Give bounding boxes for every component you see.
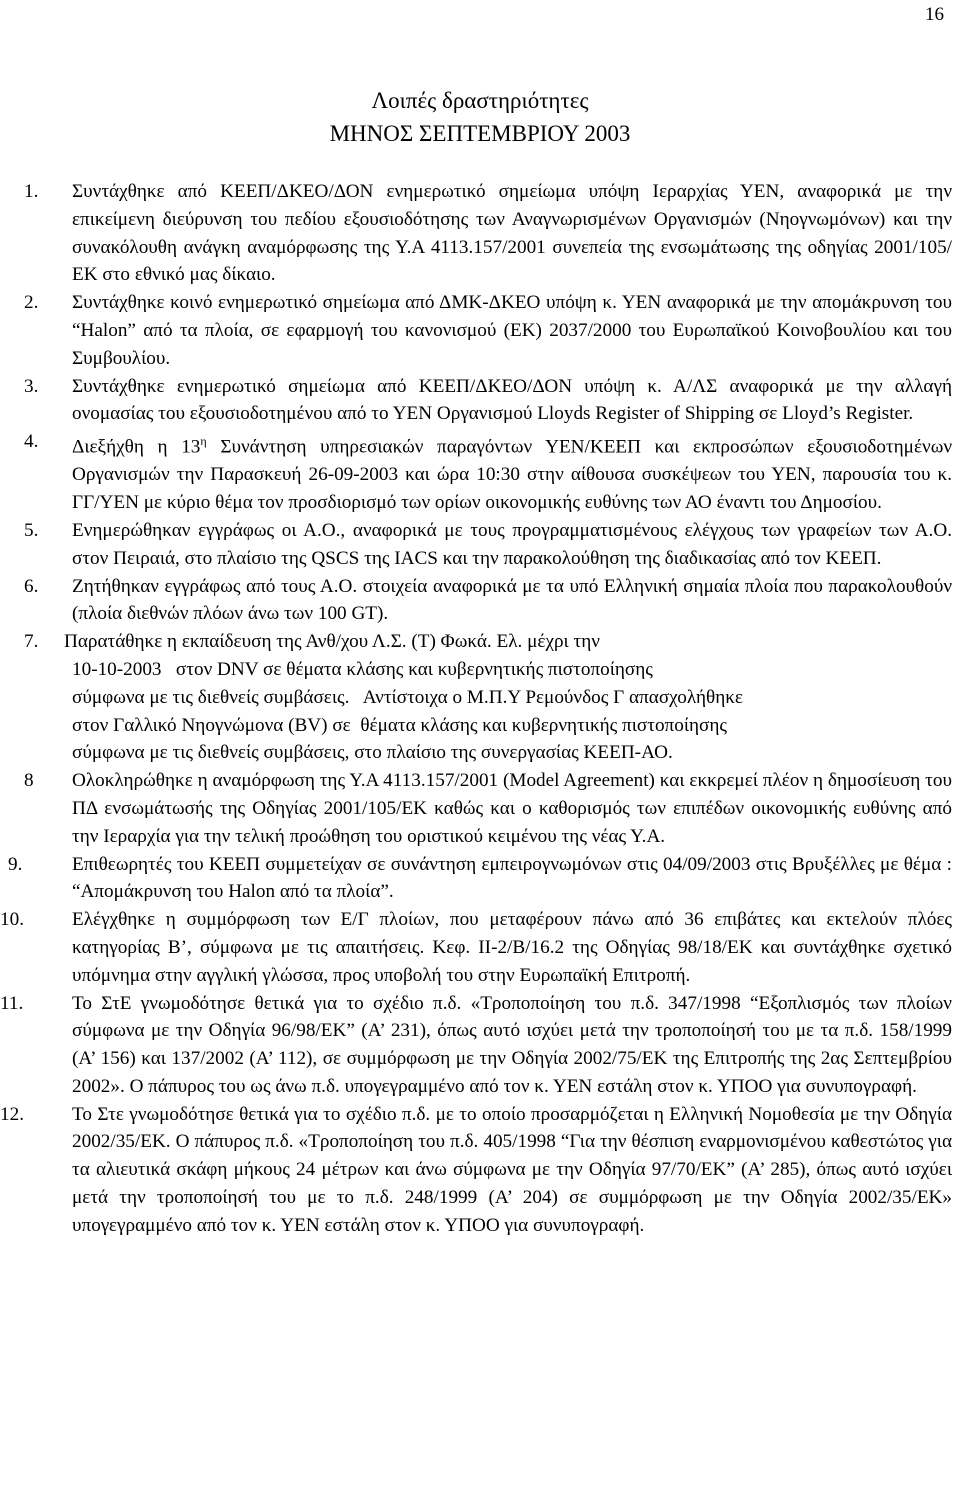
item-line: 10-10-2003 στον DNV σε θέματα κλάσης και κυβερνητικής πιστοποίησης bbox=[72, 658, 653, 680]
list-item bbox=[0, 906, 960, 989]
item-line: σύμφωνα με τις διεθνείς συμβάσεις. Αντίστοιχα ο Μ.Π.Υ Ρεμούνδος Γ απασχολήθηκε bbox=[72, 686, 743, 708]
item-text: Ζητήθηκαν εγγράφως από τους Α.Ο. στοιχεία αναφορικά με τα υπό Ελληνική σημαία πλοία που παρακολουθούν (πλοία διεθνών πλόων άνω των 100 GT). bbox=[72, 575, 952, 625]
item-number: 8 bbox=[24, 770, 34, 792]
list-item bbox=[0, 628, 960, 767]
item-line: σύμφωνα με τις διεθνείς συμβάσεις, στο πλαίσιο της συνεργασίας ΚΕΕΠ-ΑΟ. bbox=[72, 742, 673, 764]
item-number: 2. bbox=[24, 292, 39, 314]
item-text: Συντάχθηκε από ΚΕΕΠ/ΔΚΕΟ/ΔΟΝ ενημερωτικό σημείωμα υπόψη Ιεραρχίας ΥΕΝ, αναφορικά με την επικείμενη διεύρυνση του πεδίου εξουσιοδότησης των Αναγνωρισμένων Οργανισμών (Νηογνωμόνων) και την συνακόλουθη ανάγκη αναμόρφωσης της Υ.Α 4113.157/2001 συνεπεία της ενσωμάτωσης της οδηγίας 2001/105/ΕΚ στο εθνικό μας δίκαιο. bbox=[72, 181, 952, 286]
item-number: 7. bbox=[24, 631, 39, 653]
list-item bbox=[0, 517, 960, 573]
document-heading bbox=[0, 84, 960, 150]
list-item bbox=[0, 851, 960, 907]
item-text bbox=[64, 628, 952, 767]
item-text: Ελέγχθηκε η συμμόρφωση των Ε/Γ πλοίων, που μεταφέρουν πάνω από 36 επιβάτες και εκτελούν πλόες κατηγορίας Β’, σύμφωνα με τις απαιτήσεις. Κεφ. ΙΙ-2/Β/16.2 της Οδηγίας 98/18/ΕΚ και συντάχθηκε σχετικό υπόμνημα στην αγγλική γλώσσα, προς υποβολή του στην Ευρωπαϊκή Επιτροπή. bbox=[72, 909, 952, 986]
item-text: Συντάχθηκε κοινό ενημερωτικό σημείωμα από ΔΜΚ-ΔΚΕΟ υπόψη κ. ΥΕΝ αναφορικά με την απομάκρυνση του “Halon” από τα πλοία, σε εφαρμογή του κανονισμού (ΕΚ) 2037/2000 του Ευρωπαϊκού Κοινοβουλίου και του Συμβουλίου. bbox=[72, 292, 952, 369]
list-item bbox=[0, 990, 960, 1101]
item-line: Παρατάθηκε η εκπαίδευση της Ανθ/χου Λ.Σ. (Τ) Φωκά. Ελ. μέχρι την bbox=[64, 631, 600, 653]
item-number: 12. bbox=[0, 1103, 24, 1125]
list-item bbox=[0, 573, 960, 629]
item-number: 10. bbox=[0, 909, 24, 931]
item-text: Επιθεωρητές του ΚΕΕΠ συμμετείχαν σε συνάντηση εμπειρογνωμόνων στις 04/09/2003 στις Βρυξέλλες με θέμα : “Απομάκρυνση του Halon από τα πλοία”. bbox=[72, 853, 952, 903]
item-line: στον Γαλλικό Νηογνώμονα (BV) σε θέματα κλάσης και κυβερνητικής πιστοποίησης bbox=[72, 714, 727, 736]
list-item bbox=[0, 767, 960, 850]
item-text: Το ΣτΕ γνωμοδότησε θετικά για το σχέδιο π.δ. «Τροποποίηση του π.δ. 347/1998 “Εξοπλισμός των πλοίων σύμφωνα με την Οδηγία 96/98/ΕΚ” (Α’ 231), όπως αυτό ισχύει μετά την τροποποίησή του με τα π.δ. 158/1999 (Α’ 156) και 137/2002 (Α’ 112), σε συμμόρφωση με την Οδηγία 2002/75/ΕΚ της Επιτροπής της 2ας Σεπτεμβρίου 2002». Ο πάπυρος του ως άνω π.δ. υπογεγραμμένο από τον κ. ΥΕΝ εστάλη στον κ. ΥΠΟΟ για συνυπογραφή. bbox=[72, 992, 952, 1097]
item-number: 6. bbox=[24, 575, 39, 597]
page-number: 16 bbox=[925, 4, 944, 25]
list-item bbox=[0, 1101, 960, 1240]
item-text: Ολοκληρώθηκε η αναμόρφωση της Υ.Α 4113.157/2001 (Model Agreement) και εκκρεμεί πλέον η δημοσίευση του ΠΔ ενσωμάτωσής της Οδηγίας 2001/105/ΕΚ καθώς και ο καθορισμός των επιπέδων οικονομικής ευθύνης από την Ιεραρχία για την τελική προώθηση του οριστικού κειμένου της νέας Υ.Α. bbox=[72, 770, 952, 847]
item-text-part: Συνάντηση υπηρεσιακών παραγόντων ΥΕΝ/ΚΕΕΠ και εκπροσώπων εξουσιοδοτημένων Οργανισμών την Παρασκευή 26-09-2003 και ώρα 10:30 στην αίθουσα συσκέψεων του ΥΕΝ, παρουσία του κ. ΓΓ/ΥΕΝ με κύριο θέμα τον προσδιορισμό των ορίων οικονομικής ευθύνης των ΑΟ έναντι του Δημοσίου. bbox=[72, 436, 953, 514]
item-text: Ενημερώθηκαν εγγράφως οι Α.Ο., αναφορικά με τους προγραμματισμένους ελέγχους των γραφείων των Α.Ο. στον Πειραιά, στο πλαίσιο της QSCS της IACS και την παρακολούθηση της διαδικασίας από τον ΚΕΕΠ. bbox=[72, 519, 952, 569]
list-item bbox=[0, 178, 960, 289]
item-text bbox=[72, 428, 952, 517]
item-number: 1. bbox=[24, 181, 39, 202]
item-number: 11. bbox=[0, 992, 24, 1014]
item-text: Συντάχθηκε ενημερωτικό σημείωμα από ΚΕΕΠ/ΔΚΕΟ/ΔΟΝ υπόψη κ. Α/ΛΣ αναφορικά με την αλλαγή ονομασίας του εξουσιοδοτημένου από το ΥΕΝ Οργανισμού Lloyds Register of Shipping σε Lloyd’s Register. bbox=[72, 375, 952, 425]
item-number: 4. bbox=[24, 431, 39, 453]
item-number: 3. bbox=[24, 375, 39, 397]
ordinal-superscript: η bbox=[200, 434, 207, 449]
heading-title: Λοιπές δραστηριότητες bbox=[371, 88, 589, 113]
list-item bbox=[0, 373, 960, 429]
heading-month: ΜΗΝΟΣ ΣΕΠΤΕΜΒΡΙΟΥ 2003 bbox=[329, 121, 631, 146]
activity-list bbox=[0, 178, 960, 1240]
list-item bbox=[0, 289, 960, 372]
list-item bbox=[0, 428, 960, 517]
item-text: Το Στε γνωμοδότησε θετικά για το σχέδιο π.δ. με το οποίο προσαρμόζεται η Ελληνική Νομοθεσία με την Οδηγία 2002/35/ΕΚ. Ο πάπυρος π.δ. «Τροποποίηση του π.δ. 405/1998 “Για την θέσπιση εναρμονισμένου καθεστώτος για τα αλιευτικά σκάφη μήκους 24 μέτρων και άνω σύμφωνα με την Οδηγία 97/70/ΕΚ” (Α’ 285), όπως αυτό ισχύει μετά την τροποποίησή του με το π.δ. 248/1999 (Α’ 204) σε συμμόρφωση με την Οδηγία 2002/35/ΕΚ» υπογεγραμμένο από τον κ. ΥΕΝ εστάλη στον κ. ΥΠΟΟ για συνυπογραφή. bbox=[72, 1103, 952, 1236]
item-number: 5. bbox=[24, 519, 39, 541]
item-number: 9. bbox=[8, 853, 23, 875]
item-text-part: Διεξήχθη η 13 bbox=[72, 436, 201, 458]
